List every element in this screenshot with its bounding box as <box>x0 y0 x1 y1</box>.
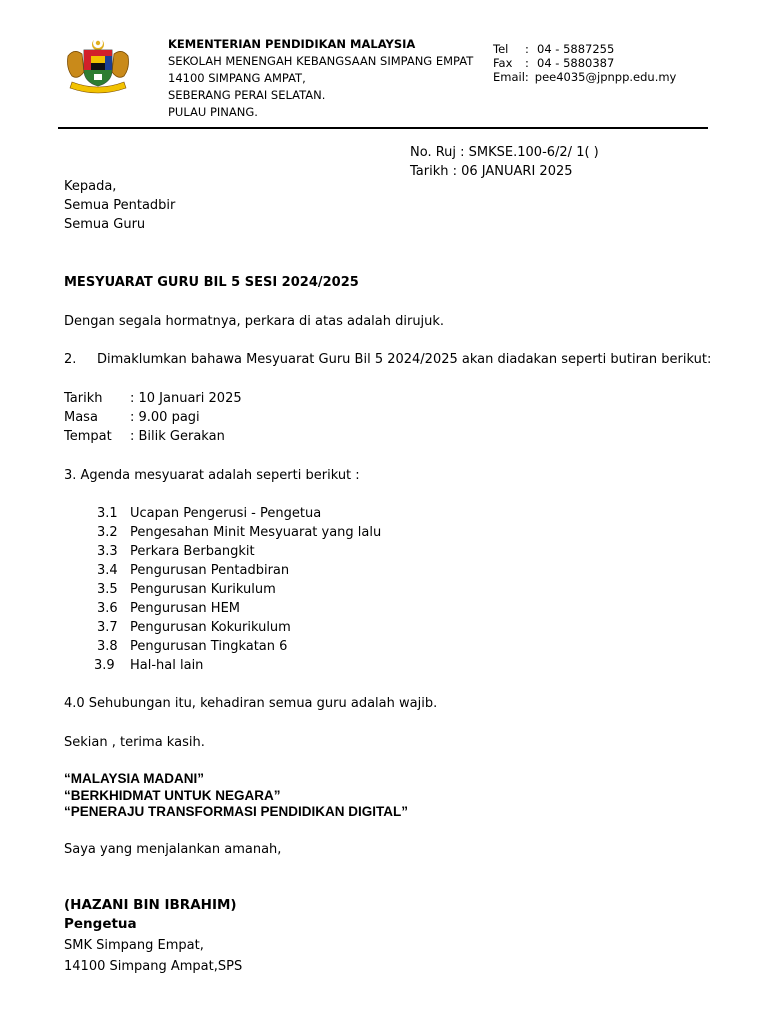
list-item <box>97 618 381 637</box>
list-item <box>97 637 381 656</box>
list-item <box>97 542 381 561</box>
list-item <box>97 580 381 599</box>
agenda-number: 3.9 <box>94 658 115 673</box>
school-address-line3: PULAU PINANG. <box>168 105 258 119</box>
detail-row <box>64 389 242 408</box>
meeting-details <box>64 389 242 446</box>
list-item <box>97 599 381 618</box>
agenda-text: Hal-hal lain <box>130 658 204 673</box>
fax-value: 04 - 5880387 <box>537 56 615 70</box>
agenda-number: 3.1 <box>97 506 118 521</box>
tel-value: 04 - 5887255 <box>537 42 615 56</box>
list-item <box>97 523 381 542</box>
detail-label: Tempat <box>64 429 112 444</box>
reference-number: No. Ruj : SMKSE.100-6/2/ 1( ) <box>410 145 599 160</box>
detail-row <box>64 408 242 427</box>
signatory-org: SMK Simpang Empat, <box>64 938 204 953</box>
agenda-number: 3.7 <box>97 620 118 635</box>
agenda-number: 3.4 <box>97 563 118 578</box>
list-item <box>97 561 381 580</box>
school-address-line2: SEBERANG PERAI SELATAN. <box>168 88 326 102</box>
agenda-text: Ucapan Pengerusi - Pengetua <box>130 506 322 521</box>
recipient-line2: Semua Pentadbir <box>64 198 176 213</box>
paragraph-4: 4.0 Sehubungan itu, kehadiran semua guru adalah wajib. <box>64 696 438 711</box>
paragraph-2-number: 2. <box>64 352 77 367</box>
detail-row <box>64 427 242 446</box>
agenda-number: 3.6 <box>97 601 118 616</box>
agenda-number: 3.2 <box>97 525 118 540</box>
agenda-text: Pengurusan Tingkatan 6 <box>130 639 288 654</box>
agenda-number: 3.8 <box>97 639 118 654</box>
school-address-line1: 14100 SIMPANG AMPAT, <box>168 71 306 85</box>
detail-label: Masa <box>64 410 98 425</box>
agenda-text: Pengesahan Minit Mesyuarat yang lalu <box>130 525 382 540</box>
signatory-title: Pengetua <box>64 916 137 932</box>
sign-off-line: Saya yang menjalankan amanah, <box>64 842 282 857</box>
email-value: pee4035@jpnpp.edu.my <box>534 70 677 84</box>
tel-row: Tel : 04 - 5887255 <box>493 42 615 56</box>
paragraph-2-text: Dimaklumkan bahawa Mesyuarat Guru Bil 5 2024/2025 akan diadakan seperti butiran berikut: <box>97 352 712 367</box>
tel-label: Tel <box>493 42 509 56</box>
detail-value: : 10 Januari 2025 <box>130 391 242 406</box>
letter-subject: MESYUARAT GURU BIL 5 SESI 2024/2025 <box>64 275 359 290</box>
detail-value: : 9.00 pagi <box>130 410 200 425</box>
opening-paragraph: Dengan segala hormatnya, perkara di atas adalah dirujuk. <box>64 314 445 329</box>
agenda-text: Perkara Berbangkit <box>130 544 255 559</box>
signatory-name: (HAZANI BIN IBRAHIM) <box>64 897 237 913</box>
detail-value: : Bilik Gerakan <box>130 429 225 444</box>
letterhead-block <box>168 36 473 121</box>
agenda-intro: 3. Agenda mesyuarat adalah seperti berikut : <box>64 468 360 483</box>
fax-row: Fax : 04 - 5880387 <box>493 56 615 70</box>
slogan-line: “MALAYSIA MADANI” <box>64 771 205 786</box>
school-name: SEKOLAH MENENGAH KEBANGSAAN SIMPANG EMPAT <box>168 54 474 68</box>
reference-block <box>410 143 599 181</box>
fax-label: Fax <box>493 56 513 70</box>
slogan-line: “PENERAJU TRANSFORMASI PENDIDIKAN DIGITAL” <box>64 804 409 819</box>
email-label: Email: <box>493 70 529 84</box>
slogan-line: “BERKHIDMAT UNTUK NEGARA” <box>64 787 281 803</box>
agenda-text: Pengurusan HEM <box>130 601 241 616</box>
list-item <box>97 504 381 523</box>
reference-date: Tarikh : 06 JANUARI 2025 <box>410 164 573 179</box>
signatory-address: 14100 Simpang Ampat,SPS <box>64 959 243 974</box>
recipient-line3: Semua Guru <box>64 217 146 232</box>
closing-line: Sekian , terima kasih. <box>64 735 205 750</box>
email-row <box>493 70 676 84</box>
contact-block <box>493 42 676 84</box>
agenda-list <box>94 504 382 675</box>
agenda-number: 3.3 <box>97 544 118 559</box>
agenda-number: 3.5 <box>97 582 118 597</box>
agenda-text: Pengurusan Pentadbiran <box>130 563 290 578</box>
agenda-text: Pengurusan Kurikulum <box>130 582 276 597</box>
detail-label: Tarikh <box>64 391 103 406</box>
list-item <box>94 656 381 675</box>
agenda-text: Pengurusan Kokurikulum <box>130 620 291 635</box>
recipient-block <box>64 177 175 234</box>
coat-of-arms-icon <box>64 36 132 94</box>
recipient-line1: Kepada, <box>64 179 117 194</box>
header-divider <box>58 127 708 129</box>
ministry-name: KEMENTERIAN PENDIDIKAN MALAYSIA <box>168 37 416 51</box>
slogan-block <box>64 771 408 821</box>
